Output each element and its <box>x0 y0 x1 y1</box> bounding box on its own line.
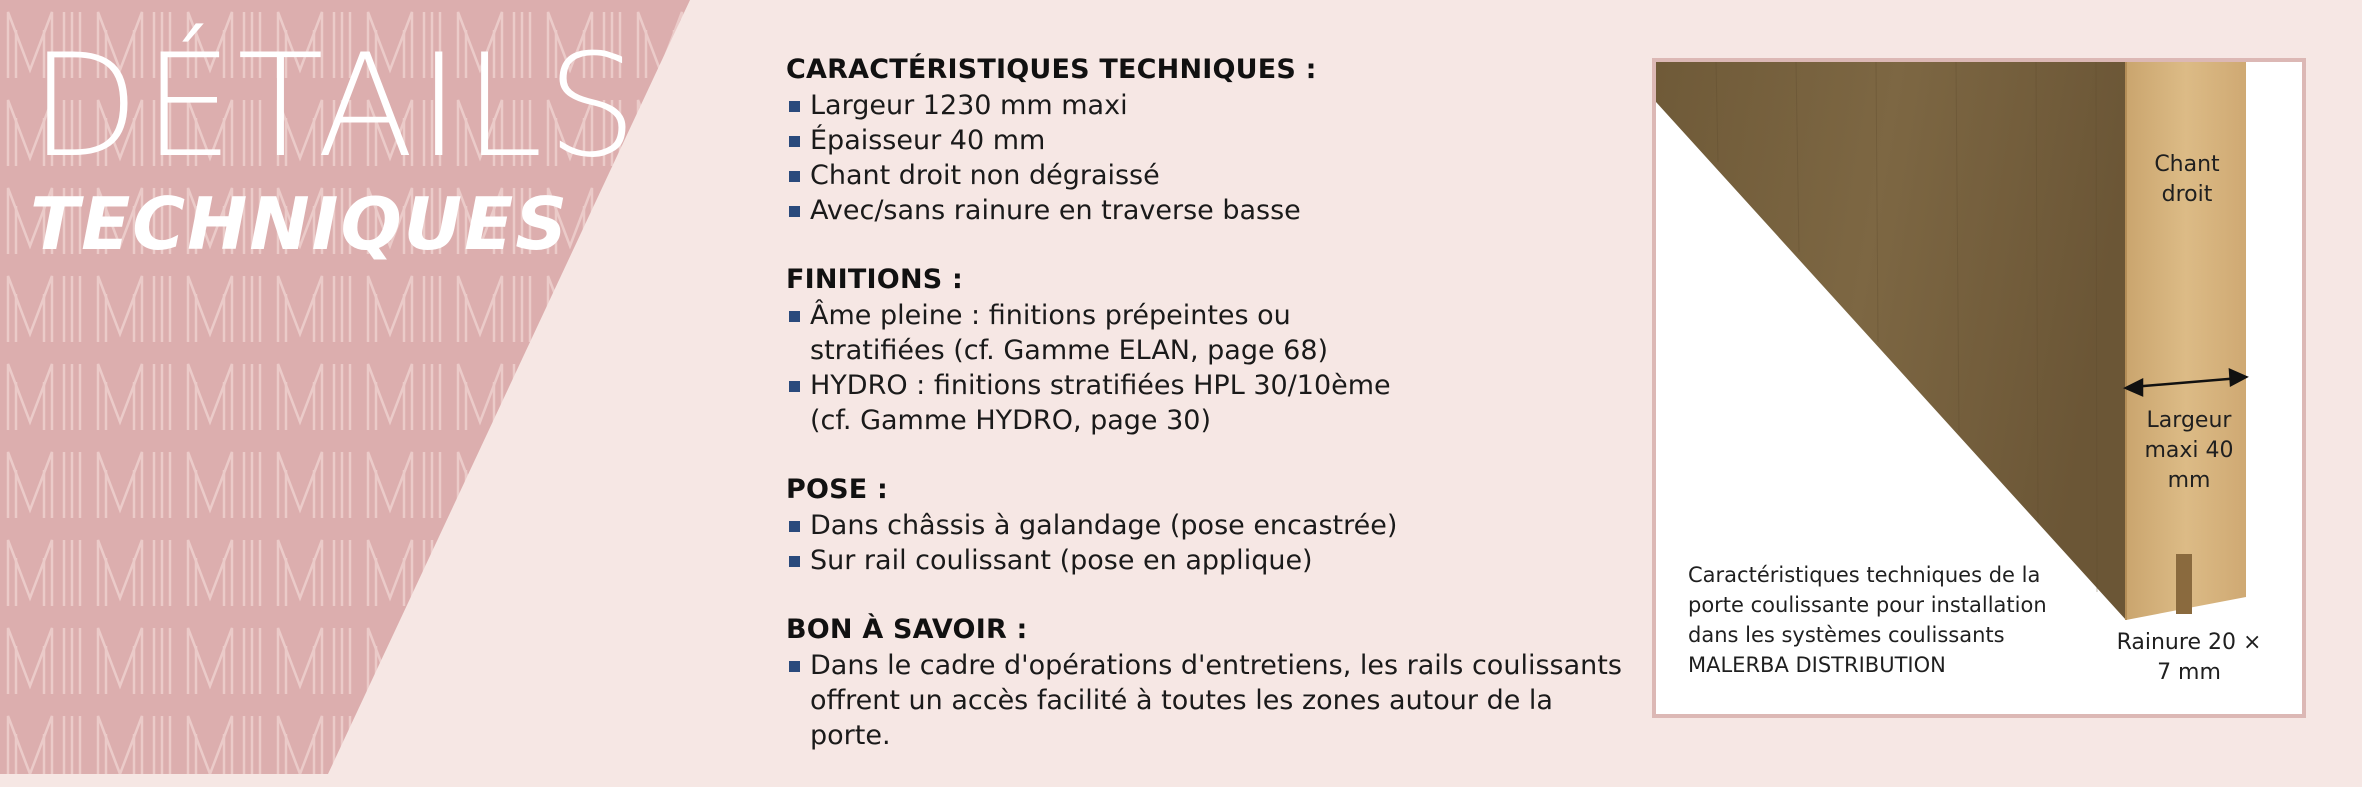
specifications-list <box>786 52 1636 787</box>
label-largeur: Largeur maxi 40 mm <box>2144 408 2234 493</box>
section-bon-a-savoir <box>786 612 1636 753</box>
list-item: Dans châssis à galandage (pose encastrée) <box>786 508 1636 543</box>
section-finitions <box>786 262 1636 438</box>
list-item: Largeur 1230 mm maxi <box>786 88 1636 123</box>
section-title: FINITIONS : <box>786 264 963 295</box>
label-chant-droit: Chant droit <box>2154 152 2220 207</box>
list-item: Épaisseur 40 mm <box>786 123 1636 158</box>
groove <box>2176 554 2192 614</box>
list-item: Dans le cadre d'opérations d'entretiens, les rails coulissants offrent un accès facilité à toutes les zones autour de la porte. <box>786 648 1630 753</box>
door-face <box>1656 62 2126 620</box>
door-edge <box>2126 62 2246 620</box>
list-item: HYDRO : finitions stratifiées HPL 30/10ème (cf. Gamme HYDRO, page 30) <box>786 368 1410 438</box>
list-item: Chant droit non dégraissé <box>786 158 1636 193</box>
section-title: CARACTÉRISTIQUES TECHNIQUES : <box>786 54 1317 85</box>
section-title: POSE : <box>786 474 889 505</box>
title-techniques: TECHNIQUES <box>30 182 570 266</box>
section-caracteristiques <box>786 52 1636 228</box>
list-item: Âme pleine : finitions prépeintes ou stratifiées (cf. Gamme ELAN, page 68) <box>786 298 1330 368</box>
title-details: DÉTAILS <box>30 24 642 189</box>
section-title: BON À SAVOIR : <box>786 614 1028 645</box>
label-rainure: Rainure 20 × 7 mm <box>2116 630 2262 685</box>
list-item: Avec/sans rainure en traverse basse <box>786 193 1636 228</box>
page-title <box>30 24 642 266</box>
door-diagram <box>1652 58 2306 718</box>
list-item: Sur rail coulissant (pose en applique) <box>786 543 1636 578</box>
diagram-caption: Caractéristiques techniques de la porte coulissante pour installation dans les systèmes coulissants MALERBA DISTRIBUTION <box>1688 563 2047 677</box>
section-pose <box>786 472 1636 578</box>
